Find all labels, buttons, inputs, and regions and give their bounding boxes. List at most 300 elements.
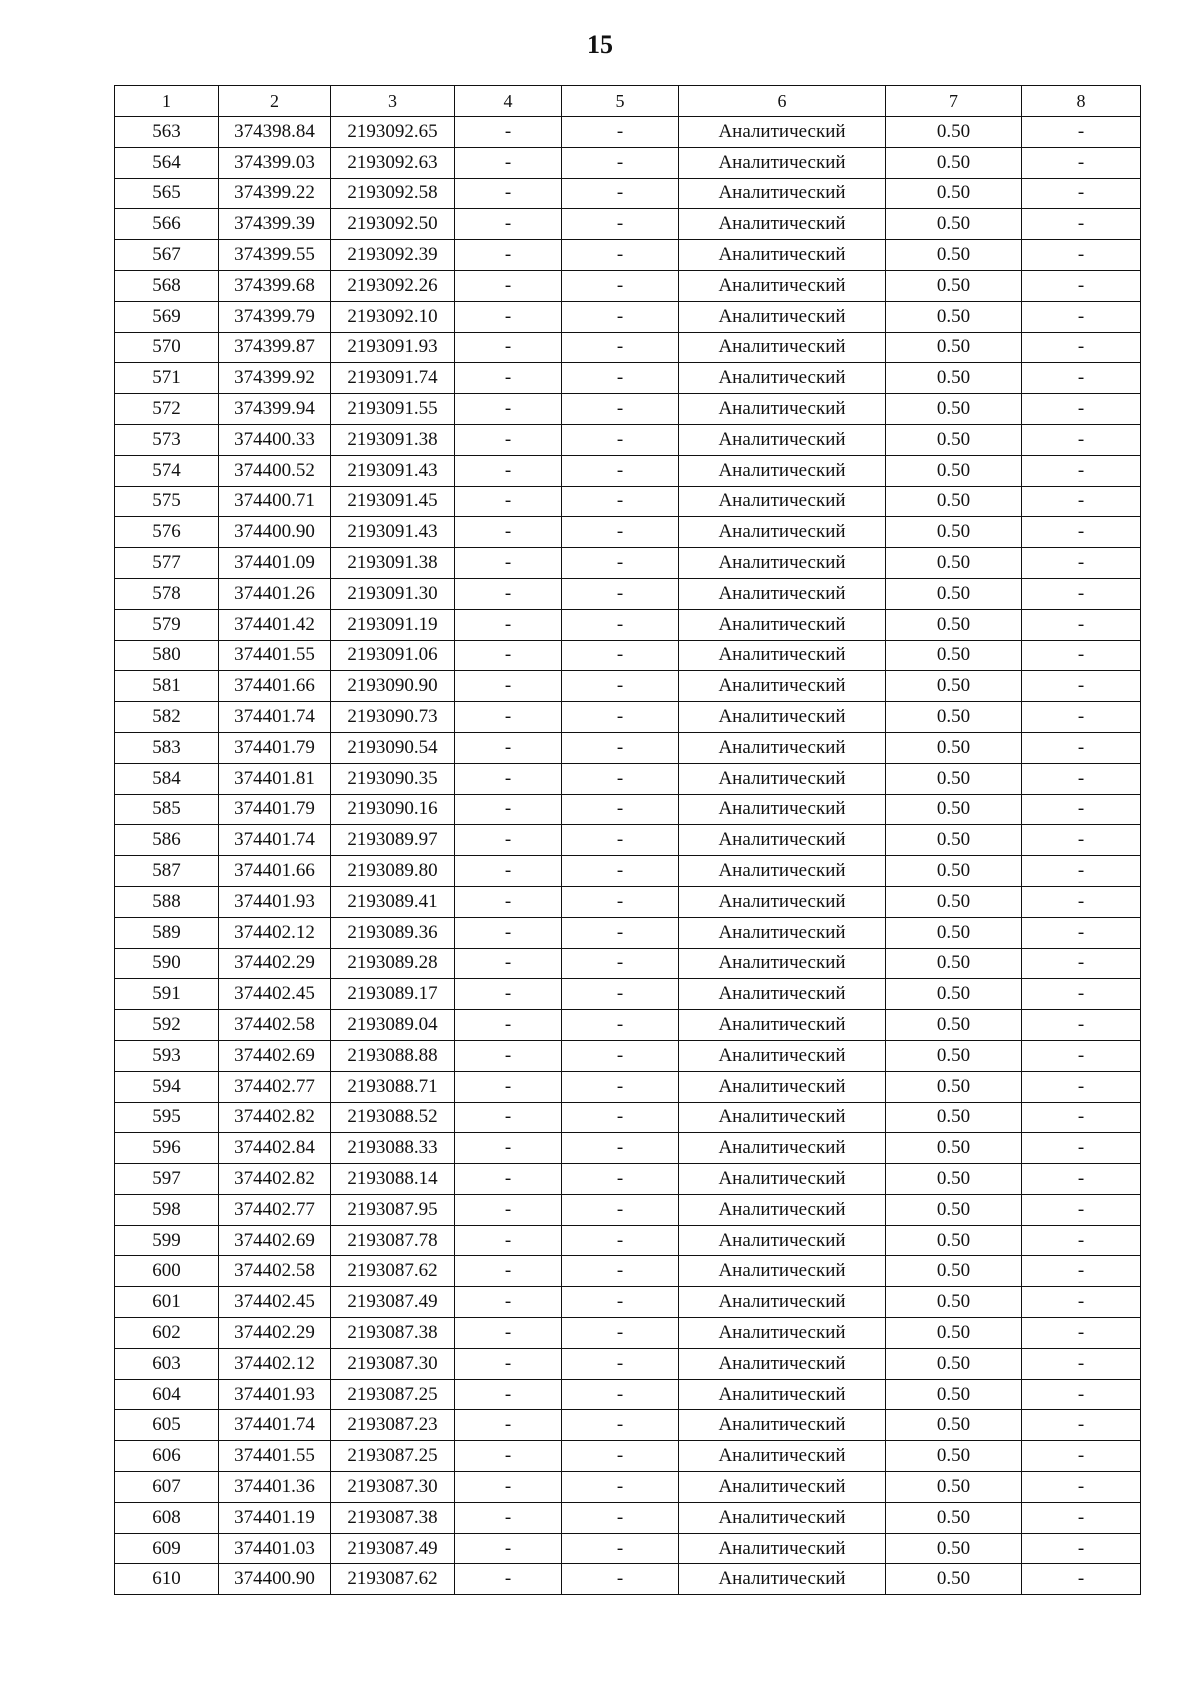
col4-cell: -: [455, 209, 562, 240]
accuracy-cell: 0.50: [886, 1502, 1022, 1533]
method-cell: Аналитический: [679, 332, 886, 363]
point-number-cell: 593: [115, 1040, 219, 1071]
col5-cell: -: [562, 763, 679, 794]
y-coordinate-cell: 2193087.95: [331, 1194, 455, 1225]
table-row: [115, 1256, 1141, 1287]
x-coordinate-cell: 374402.77: [219, 1194, 331, 1225]
col8-cell: -: [1022, 1010, 1141, 1041]
method-cell: Аналитический: [679, 886, 886, 917]
table-row: [115, 979, 1141, 1010]
accuracy-cell: 0.50: [886, 1071, 1022, 1102]
point-number-cell: 567: [115, 240, 219, 271]
table-row: [115, 270, 1141, 301]
col8-cell: -: [1022, 301, 1141, 332]
table-row: [115, 363, 1141, 394]
col4-cell: -: [455, 147, 562, 178]
col8-cell: -: [1022, 856, 1141, 887]
accuracy-cell: 0.50: [886, 1410, 1022, 1441]
point-number-cell: 608: [115, 1502, 219, 1533]
col4-cell: -: [455, 1441, 562, 1472]
col4-cell: -: [455, 1472, 562, 1503]
col5-cell: -: [562, 117, 679, 148]
x-coordinate-cell: 374402.69: [219, 1225, 331, 1256]
method-cell: Аналитический: [679, 578, 886, 609]
point-number-cell: 610: [115, 1564, 219, 1595]
x-coordinate-cell: 374402.12: [219, 1348, 331, 1379]
x-coordinate-cell: 374399.55: [219, 240, 331, 271]
col4-cell: -: [455, 363, 562, 394]
accuracy-cell: 0.50: [886, 609, 1022, 640]
col4-cell: -: [455, 948, 562, 979]
point-number-cell: 587: [115, 856, 219, 887]
col5-cell: -: [562, 1102, 679, 1133]
x-coordinate-cell: 374400.90: [219, 517, 331, 548]
x-coordinate-cell: 374399.92: [219, 363, 331, 394]
method-cell: Аналитический: [679, 301, 886, 332]
col5-cell: -: [562, 732, 679, 763]
method-cell: Аналитический: [679, 486, 886, 517]
col8-cell: -: [1022, 178, 1141, 209]
y-coordinate-cell: 2193090.90: [331, 671, 455, 702]
col8-cell: -: [1022, 1256, 1141, 1287]
col4-cell: -: [455, 609, 562, 640]
method-cell: Аналитический: [679, 517, 886, 548]
x-coordinate-cell: 374401.93: [219, 886, 331, 917]
x-coordinate-cell: 374401.93: [219, 1379, 331, 1410]
y-coordinate-cell: 2193088.88: [331, 1040, 455, 1071]
x-coordinate-cell: 374399.94: [219, 394, 331, 425]
table-row: [115, 1164, 1141, 1195]
table-row: [115, 1287, 1141, 1318]
table-row: [115, 424, 1141, 455]
method-cell: Аналитический: [679, 1040, 886, 1071]
col5-cell: -: [562, 1164, 679, 1195]
method-cell: Аналитический: [679, 732, 886, 763]
col5-cell: -: [562, 363, 679, 394]
col4-cell: -: [455, 1533, 562, 1564]
y-coordinate-cell: 2193090.16: [331, 794, 455, 825]
col8-cell: -: [1022, 578, 1141, 609]
x-coordinate-cell: 374401.03: [219, 1533, 331, 1564]
y-coordinate-cell: 2193092.39: [331, 240, 455, 271]
col4-cell: -: [455, 825, 562, 856]
col8-cell: -: [1022, 917, 1141, 948]
accuracy-cell: 0.50: [886, 301, 1022, 332]
accuracy-cell: 0.50: [886, 794, 1022, 825]
col4-cell: -: [455, 1287, 562, 1318]
col4-cell: -: [455, 332, 562, 363]
method-cell: Аналитический: [679, 1441, 886, 1472]
point-number-cell: 577: [115, 548, 219, 579]
table-row: [115, 1194, 1141, 1225]
y-coordinate-cell: 2193089.17: [331, 979, 455, 1010]
x-coordinate-cell: 374401.19: [219, 1502, 331, 1533]
y-coordinate-cell: 2193091.55: [331, 394, 455, 425]
x-coordinate-cell: 374399.68: [219, 270, 331, 301]
col4-cell: -: [455, 1040, 562, 1071]
method-cell: Аналитический: [679, 1533, 886, 1564]
table-row: [115, 1441, 1141, 1472]
table-row: [115, 732, 1141, 763]
col5-cell: -: [562, 1533, 679, 1564]
x-coordinate-cell: 374401.55: [219, 640, 331, 671]
col5-cell: -: [562, 270, 679, 301]
method-cell: Аналитический: [679, 640, 886, 671]
column-header: 3: [331, 86, 455, 117]
x-coordinate-cell: 374401.74: [219, 702, 331, 733]
accuracy-cell: 0.50: [886, 886, 1022, 917]
method-cell: Аналитический: [679, 363, 886, 394]
col4-cell: -: [455, 794, 562, 825]
col4-cell: -: [455, 1225, 562, 1256]
y-coordinate-cell: 2193091.74: [331, 363, 455, 394]
col4-cell: -: [455, 578, 562, 609]
point-number-cell: 566: [115, 209, 219, 240]
point-number-cell: 586: [115, 825, 219, 856]
col8-cell: -: [1022, 548, 1141, 579]
point-number-cell: 585: [115, 794, 219, 825]
point-number-cell: 604: [115, 1379, 219, 1410]
x-coordinate-cell: 374401.55: [219, 1441, 331, 1472]
accuracy-cell: 0.50: [886, 1256, 1022, 1287]
accuracy-cell: 0.50: [886, 1040, 1022, 1071]
point-number-cell: 609: [115, 1533, 219, 1564]
col4-cell: -: [455, 1256, 562, 1287]
method-cell: Аналитический: [679, 1348, 886, 1379]
y-coordinate-cell: 2193087.49: [331, 1287, 455, 1318]
y-coordinate-cell: 2193087.30: [331, 1472, 455, 1503]
x-coordinate-cell: 374399.87: [219, 332, 331, 363]
x-coordinate-cell: 374401.79: [219, 794, 331, 825]
accuracy-cell: 0.50: [886, 1194, 1022, 1225]
table-row: [115, 1410, 1141, 1441]
accuracy-cell: 0.50: [886, 270, 1022, 301]
table-row: [115, 548, 1141, 579]
method-cell: Аналитический: [679, 1472, 886, 1503]
table-row: [115, 609, 1141, 640]
col4-cell: -: [455, 1164, 562, 1195]
col4-cell: -: [455, 117, 562, 148]
y-coordinate-cell: 2193088.52: [331, 1102, 455, 1133]
column-header: 2: [219, 86, 331, 117]
column-header: 7: [886, 86, 1022, 117]
col5-cell: -: [562, 1502, 679, 1533]
y-coordinate-cell: 2193087.25: [331, 1379, 455, 1410]
col5-cell: -: [562, 178, 679, 209]
accuracy-cell: 0.50: [886, 209, 1022, 240]
col4-cell: -: [455, 424, 562, 455]
col5-cell: -: [562, 1256, 679, 1287]
coordinates-table: [114, 85, 1141, 1595]
col8-cell: -: [1022, 1379, 1141, 1410]
method-cell: Аналитический: [679, 1410, 886, 1441]
col5-cell: -: [562, 1318, 679, 1349]
y-coordinate-cell: 2193092.10: [331, 301, 455, 332]
method-cell: Аналитический: [679, 948, 886, 979]
method-cell: Аналитический: [679, 1071, 886, 1102]
col4-cell: -: [455, 1102, 562, 1133]
method-cell: Аналитический: [679, 702, 886, 733]
x-coordinate-cell: 374402.45: [219, 979, 331, 1010]
accuracy-cell: 0.50: [886, 825, 1022, 856]
col8-cell: -: [1022, 455, 1141, 486]
col4-cell: -: [455, 732, 562, 763]
accuracy-cell: 0.50: [886, 671, 1022, 702]
table-row: [115, 948, 1141, 979]
accuracy-cell: 0.50: [886, 517, 1022, 548]
col5-cell: -: [562, 1071, 679, 1102]
column-header: 8: [1022, 86, 1141, 117]
column-header: 5: [562, 86, 679, 117]
col8-cell: -: [1022, 486, 1141, 517]
table-row: [115, 240, 1141, 271]
col4-cell: -: [455, 1010, 562, 1041]
col8-cell: -: [1022, 948, 1141, 979]
x-coordinate-cell: 374401.74: [219, 825, 331, 856]
table-row: [115, 640, 1141, 671]
col4-cell: -: [455, 455, 562, 486]
accuracy-cell: 0.50: [886, 1441, 1022, 1472]
table-row: [115, 301, 1141, 332]
col5-cell: -: [562, 979, 679, 1010]
col8-cell: -: [1022, 1502, 1141, 1533]
method-cell: Аналитический: [679, 794, 886, 825]
x-coordinate-cell: 374402.58: [219, 1010, 331, 1041]
table-row: [115, 917, 1141, 948]
col4-cell: -: [455, 486, 562, 517]
method-cell: Аналитический: [679, 147, 886, 178]
point-number-cell: 596: [115, 1133, 219, 1164]
col5-cell: -: [562, 209, 679, 240]
x-coordinate-cell: 374401.81: [219, 763, 331, 794]
x-coordinate-cell: 374400.52: [219, 455, 331, 486]
table-row: [115, 794, 1141, 825]
accuracy-cell: 0.50: [886, 1472, 1022, 1503]
table-row: [115, 178, 1141, 209]
table-row: [115, 671, 1141, 702]
x-coordinate-cell: 374402.69: [219, 1040, 331, 1071]
accuracy-cell: 0.50: [886, 1225, 1022, 1256]
col4-cell: -: [455, 979, 562, 1010]
point-number-cell: 571: [115, 363, 219, 394]
x-coordinate-cell: 374401.42: [219, 609, 331, 640]
accuracy-cell: 0.50: [886, 363, 1022, 394]
accuracy-cell: 0.50: [886, 332, 1022, 363]
point-number-cell: 592: [115, 1010, 219, 1041]
point-number-cell: 568: [115, 270, 219, 301]
y-coordinate-cell: 2193087.62: [331, 1256, 455, 1287]
col4-cell: -: [455, 640, 562, 671]
y-coordinate-cell: 2193091.19: [331, 609, 455, 640]
col5-cell: -: [562, 825, 679, 856]
point-number-cell: 578: [115, 578, 219, 609]
col8-cell: -: [1022, 517, 1141, 548]
col5-cell: -: [562, 332, 679, 363]
table-row: [115, 455, 1141, 486]
y-coordinate-cell: 2193088.33: [331, 1133, 455, 1164]
point-number-cell: 598: [115, 1194, 219, 1225]
y-coordinate-cell: 2193087.78: [331, 1225, 455, 1256]
point-number-cell: 601: [115, 1287, 219, 1318]
y-coordinate-cell: 2193089.36: [331, 917, 455, 948]
x-coordinate-cell: 374401.79: [219, 732, 331, 763]
accuracy-cell: 0.50: [886, 1318, 1022, 1349]
y-coordinate-cell: 2193088.71: [331, 1071, 455, 1102]
y-coordinate-cell: 2193092.63: [331, 147, 455, 178]
col4-cell: -: [455, 1348, 562, 1379]
point-number-cell: 570: [115, 332, 219, 363]
table-row: [115, 1225, 1141, 1256]
method-cell: Аналитический: [679, 548, 886, 579]
x-coordinate-cell: 374402.82: [219, 1164, 331, 1195]
col8-cell: -: [1022, 1102, 1141, 1133]
method-cell: Аналитический: [679, 763, 886, 794]
x-coordinate-cell: 374401.66: [219, 856, 331, 887]
table-row: [115, 1472, 1141, 1503]
col8-cell: -: [1022, 1318, 1141, 1349]
table-row: [115, 1348, 1141, 1379]
point-number-cell: 584: [115, 763, 219, 794]
x-coordinate-cell: 374401.66: [219, 671, 331, 702]
y-coordinate-cell: 2193087.23: [331, 1410, 455, 1441]
accuracy-cell: 0.50: [886, 117, 1022, 148]
y-coordinate-cell: 2193089.80: [331, 856, 455, 887]
accuracy-cell: 0.50: [886, 486, 1022, 517]
table-row: [115, 886, 1141, 917]
table-row: [115, 1040, 1141, 1071]
accuracy-cell: 0.50: [886, 1564, 1022, 1595]
col5-cell: -: [562, 147, 679, 178]
table-row: [115, 1379, 1141, 1410]
col4-cell: -: [455, 517, 562, 548]
y-coordinate-cell: 2193089.97: [331, 825, 455, 856]
point-number-cell: 606: [115, 1441, 219, 1472]
col4-cell: -: [455, 702, 562, 733]
accuracy-cell: 0.50: [886, 394, 1022, 425]
method-cell: Аналитический: [679, 1318, 886, 1349]
table-row: [115, 209, 1141, 240]
table-row: [115, 1564, 1141, 1595]
col5-cell: -: [562, 1133, 679, 1164]
col4-cell: -: [455, 856, 562, 887]
point-number-cell: 573: [115, 424, 219, 455]
y-coordinate-cell: 2193091.30: [331, 578, 455, 609]
accuracy-cell: 0.50: [886, 548, 1022, 579]
col5-cell: -: [562, 948, 679, 979]
col5-cell: -: [562, 1010, 679, 1041]
col5-cell: -: [562, 424, 679, 455]
method-cell: Аналитический: [679, 117, 886, 148]
col8-cell: -: [1022, 1287, 1141, 1318]
y-coordinate-cell: 2193091.45: [331, 486, 455, 517]
col8-cell: -: [1022, 609, 1141, 640]
col4-cell: -: [455, 1133, 562, 1164]
col5-cell: -: [562, 886, 679, 917]
x-coordinate-cell: 374401.26: [219, 578, 331, 609]
col8-cell: -: [1022, 640, 1141, 671]
y-coordinate-cell: 2193087.62: [331, 1564, 455, 1595]
y-coordinate-cell: 2193087.30: [331, 1348, 455, 1379]
table-row: [115, 147, 1141, 178]
y-coordinate-cell: 2193092.26: [331, 270, 455, 301]
col5-cell: -: [562, 917, 679, 948]
x-coordinate-cell: 374400.33: [219, 424, 331, 455]
col8-cell: -: [1022, 671, 1141, 702]
point-number-cell: 576: [115, 517, 219, 548]
header-row: [115, 86, 1141, 117]
method-cell: Аналитический: [679, 1010, 886, 1041]
table-row: [115, 1010, 1141, 1041]
point-number-cell: 599: [115, 1225, 219, 1256]
y-coordinate-cell: 2193087.38: [331, 1318, 455, 1349]
col5-cell: -: [562, 640, 679, 671]
col8-cell: -: [1022, 1441, 1141, 1472]
col4-cell: -: [455, 394, 562, 425]
col8-cell: -: [1022, 240, 1141, 271]
point-number-cell: 588: [115, 886, 219, 917]
accuracy-cell: 0.50: [886, 455, 1022, 486]
y-coordinate-cell: 2193088.14: [331, 1164, 455, 1195]
method-cell: Аналитический: [679, 917, 886, 948]
point-number-cell: 569: [115, 301, 219, 332]
col5-cell: -: [562, 1472, 679, 1503]
point-number-cell: 600: [115, 1256, 219, 1287]
method-cell: Аналитический: [679, 609, 886, 640]
col5-cell: -: [562, 671, 679, 702]
col8-cell: -: [1022, 732, 1141, 763]
col4-cell: -: [455, 671, 562, 702]
method-cell: Аналитический: [679, 1133, 886, 1164]
table-row: [115, 1071, 1141, 1102]
table-row: [115, 1102, 1141, 1133]
y-coordinate-cell: 2193089.41: [331, 886, 455, 917]
point-number-cell: 579: [115, 609, 219, 640]
point-number-cell: 582: [115, 702, 219, 733]
table-row: [115, 486, 1141, 517]
col8-cell: -: [1022, 1564, 1141, 1595]
method-cell: Аналитический: [679, 825, 886, 856]
col5-cell: -: [562, 609, 679, 640]
y-coordinate-cell: 2193091.38: [331, 548, 455, 579]
point-number-cell: 594: [115, 1071, 219, 1102]
col8-cell: -: [1022, 1472, 1141, 1503]
point-number-cell: 589: [115, 917, 219, 948]
table-row: [115, 578, 1141, 609]
accuracy-cell: 0.50: [886, 1010, 1022, 1041]
x-coordinate-cell: 374399.03: [219, 147, 331, 178]
accuracy-cell: 0.50: [886, 640, 1022, 671]
col4-cell: -: [455, 548, 562, 579]
accuracy-cell: 0.50: [886, 763, 1022, 794]
table-body: [115, 117, 1141, 1595]
col4-cell: -: [455, 1318, 562, 1349]
accuracy-cell: 0.50: [886, 917, 1022, 948]
x-coordinate-cell: 374401.09: [219, 548, 331, 579]
x-coordinate-cell: 374402.12: [219, 917, 331, 948]
table-row: [115, 1533, 1141, 1564]
accuracy-cell: 0.50: [886, 979, 1022, 1010]
table-row: [115, 702, 1141, 733]
point-number-cell: 602: [115, 1318, 219, 1349]
y-coordinate-cell: 2193090.54: [331, 732, 455, 763]
y-coordinate-cell: 2193092.50: [331, 209, 455, 240]
x-coordinate-cell: 374402.58: [219, 1256, 331, 1287]
col5-cell: -: [562, 794, 679, 825]
col4-cell: -: [455, 1071, 562, 1102]
accuracy-cell: 0.50: [886, 856, 1022, 887]
col4-cell: -: [455, 763, 562, 794]
col5-cell: -: [562, 1564, 679, 1595]
